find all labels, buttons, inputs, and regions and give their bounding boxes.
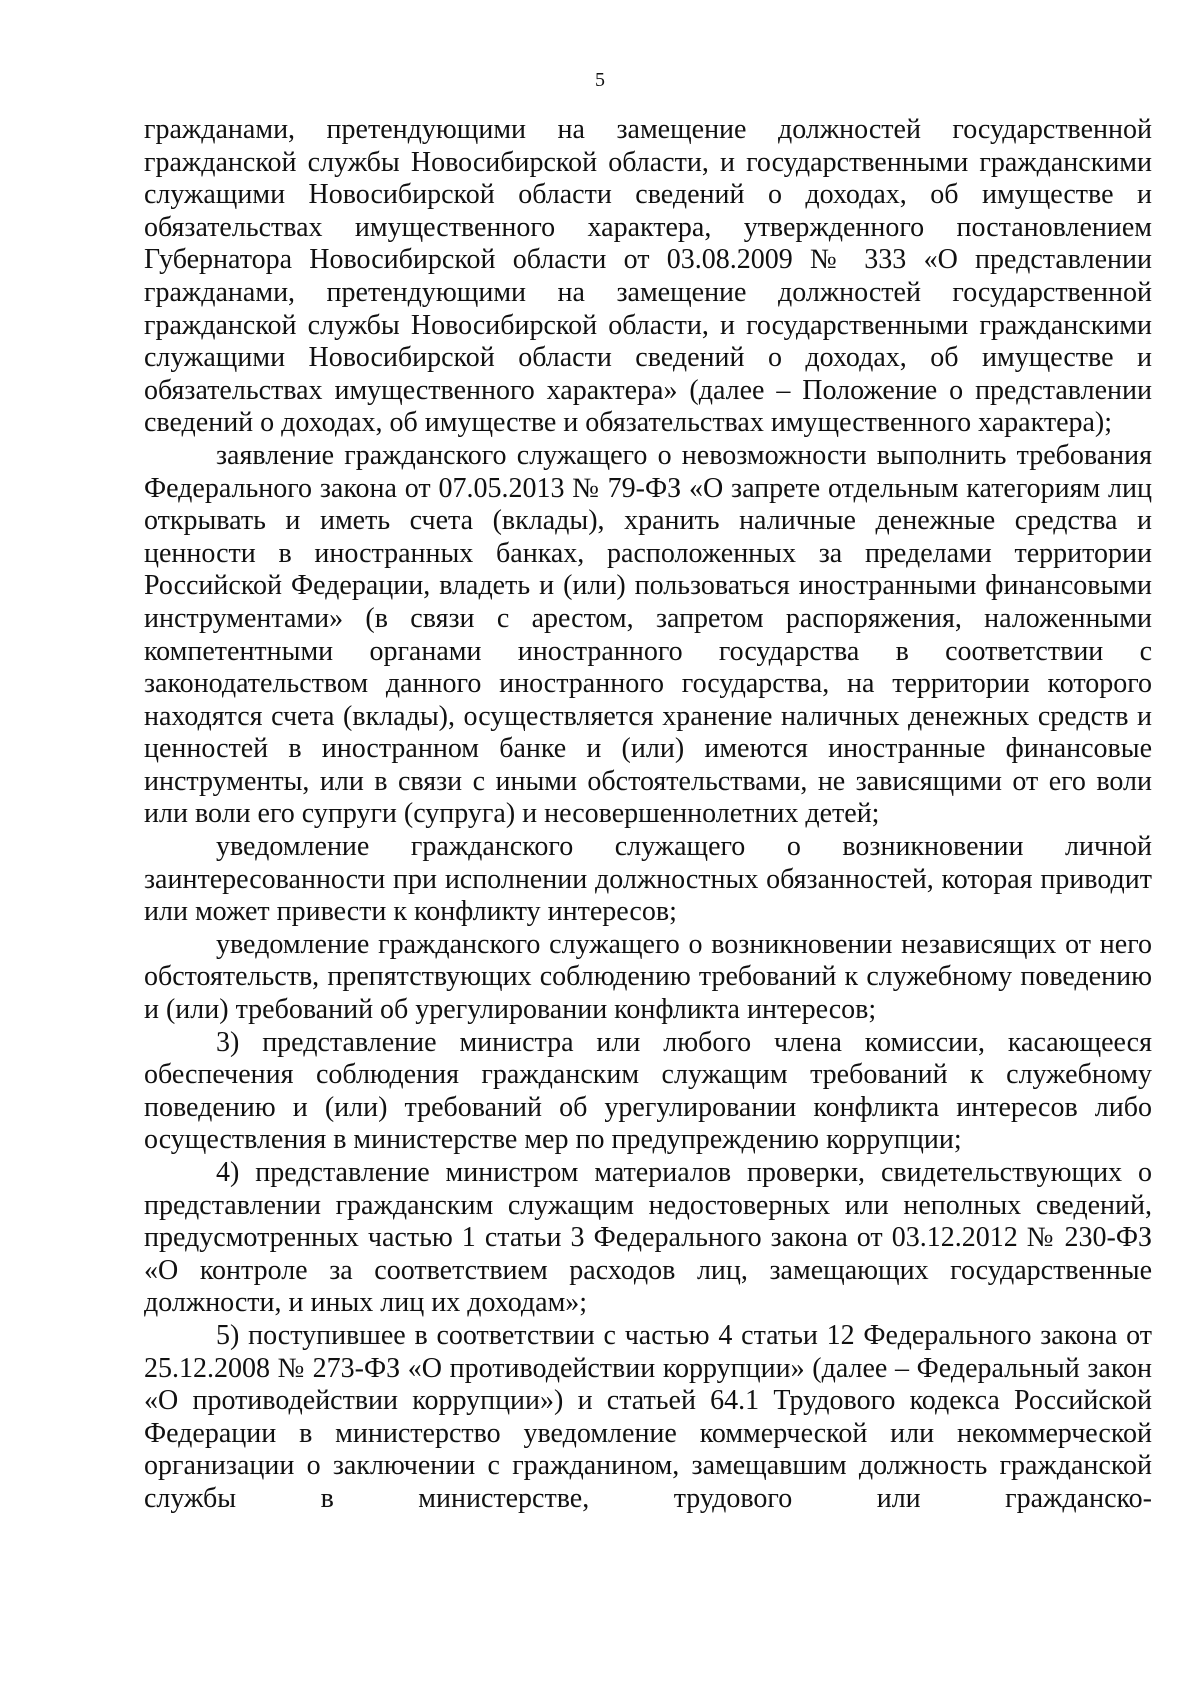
paragraph-continuation-regulation: гражданами, претендующими на замещение должностей государственной гражданской службы Новосибирской области, и государственными гражданскими служащими Новосибирской области сведений о доходах, об имуществе и обязательствах имущественного характера, утвержденного постановлением Губернатора Новосибирской области от 03.08.2009 № 333 «О представлении гражданами, претендующими на замещение должностей государственной гражданской службы Новосибирской области, и государственными гражданскими служащими Новосибирской области сведений о доходах, об имуществе и обязательствах имущественного характера» (далее – Положение о представлении сведений о доходах, об имуществе и обязательствах имущественного характера);	[144, 114, 1152, 439]
paragraph-item-3: 3) представление министра или любого члена комиссии, касающееся обеспечения соблюдения гражданским служащим требований к служебному поведению и (или) требований об урегулировании конфликта интересов либо осуществления в министерстве мер по предупреждению коррупции;	[144, 1026, 1152, 1156]
document-body	[144, 114, 1152, 1516]
paragraph-independent-circumstances-notice: уведомление гражданского служащего о возникновении независящих от него обстоятельств, препятствующих соблюдению требований к служебному поведению и (или) требований об урегулировании конфликта интересов;	[144, 928, 1152, 1026]
paragraph-item-5: 5) поступившее в соответствии с частью 4 статьи 12 Федерального закона от 25.12.2008 № 273-ФЗ «О противодействии коррупции» (далее – Федеральный закон «О противодействии коррупции») и статьей 64.1 Трудового кодекса Российской Федерации в министерство уведомление коммерческой или некоммерческой организации о заключении с гражданином, замещавшим должность гражданской службы в министерстве, трудового или гражданско-	[144, 1319, 1152, 1514]
page-number: 5	[595, 69, 605, 91]
paragraph-foreign-accounts-statement: заявление гражданского служащего о невозможности выполнить требования Федерального закона от 07.05.2013 № 79-ФЗ «О запрете отдельным категориям лиц открывать и иметь счета (вклады), хранить наличные денежные средства и ценности в иностранных банках, расположенных за пределами территории Российской Федерации, владеть и (или) пользоваться иностранными финансовыми инструментами» (в связи с арестом, запретом распоряжения, наложенными компетентными органами иностранного государства в соответствии с законодательством данного иностранного государства, на территории которого находятся счета (вклады), осуществляется хранение наличных денежных средств и ценностей в иностранном банке и (или) имеются иностранные финансовые инструменты, или в связи с иными обстоятельствами, не зависящими от его воли или воли его супруги (супруга) и несовершеннолетних детей;	[144, 439, 1152, 830]
paragraph-personal-interest-notice: уведомление гражданского служащего о возникновении личной заинтересованности при исполнении должностных обязанностей, которая приводит или может привести к конфликту интересов;	[144, 831, 1152, 928]
paragraph-item-4: 4) представление министром материалов проверки, свидетельствующих о представлении гражданским служащим недостоверных или неполных сведений, предусмотренных частью 1 статьи 3 Федерального закона от 03.12.2012 № 230-ФЗ «О контроле за соответствием расходов лиц, замещающих государственные должности, и иных лиц их доходам»;	[144, 1157, 1152, 1319]
